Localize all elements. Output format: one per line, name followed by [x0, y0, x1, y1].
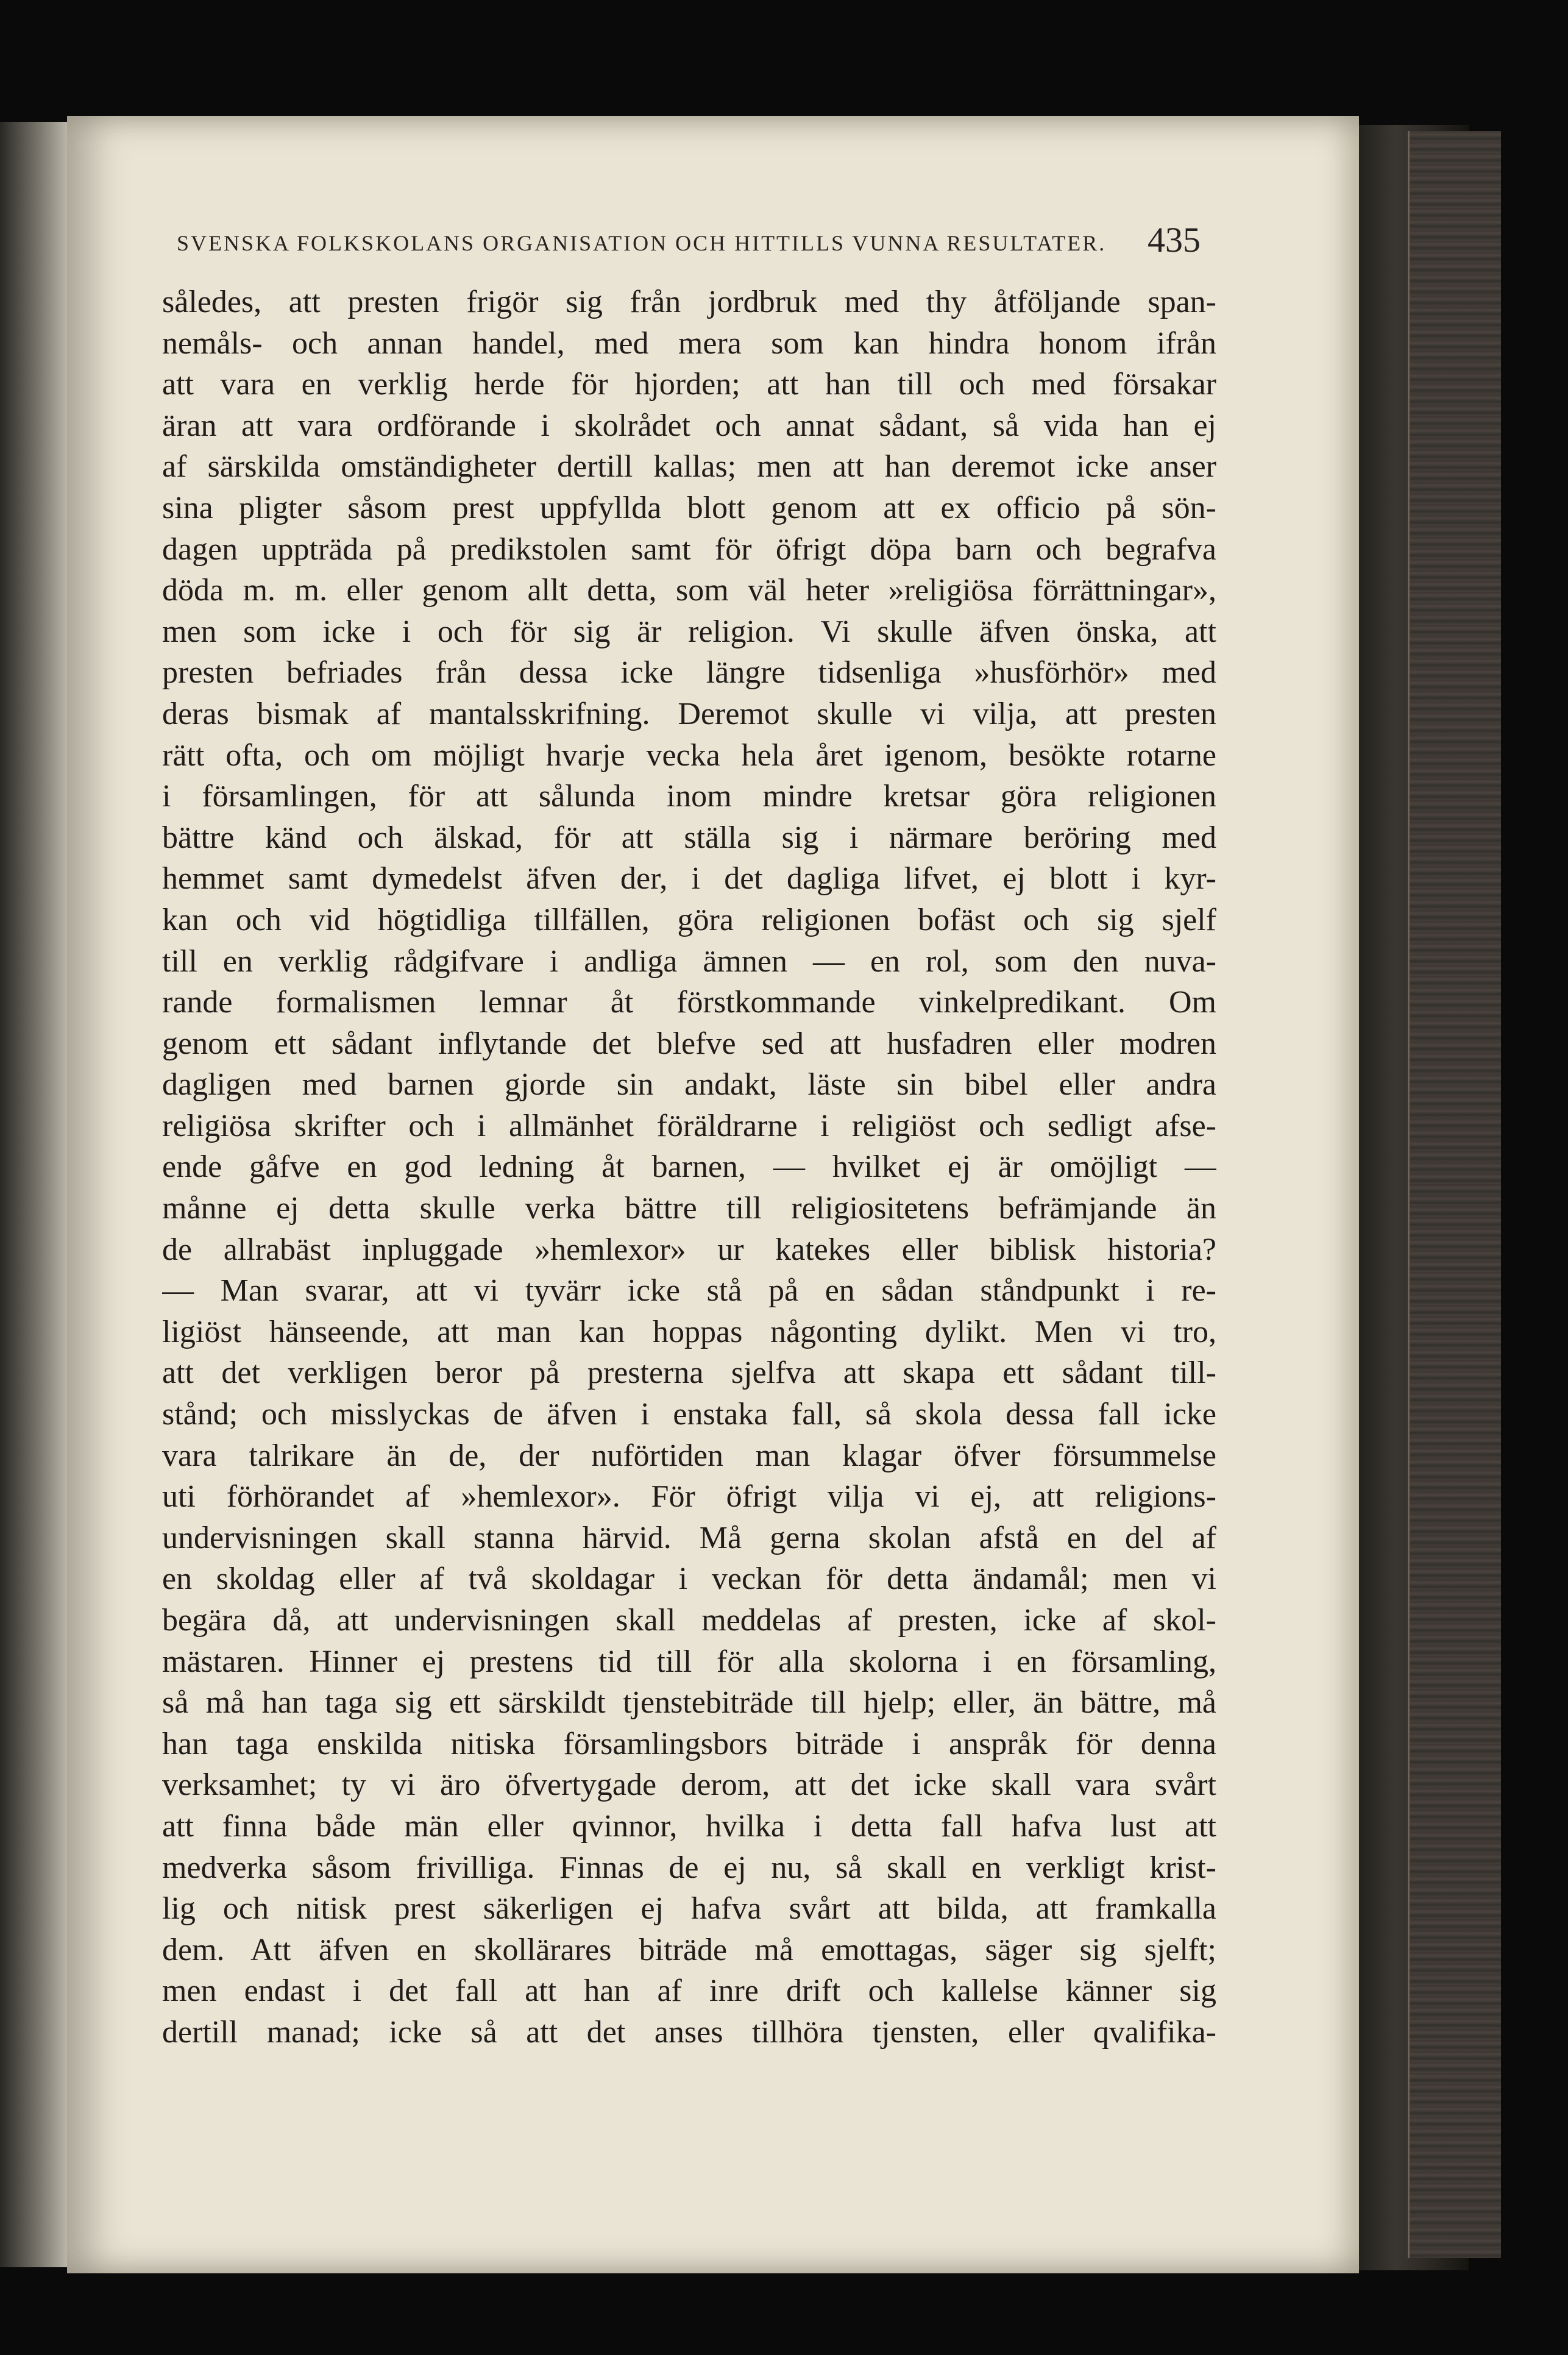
text-line: genom ett sådant inflytande det blefve sed att husfadren eller modren [162, 1026, 1216, 1061]
text-line: ligiöst hänseende, att man kan hoppas någonting dylikt. Men vi tro, [162, 1314, 1216, 1349]
text-line: hemmet samt dymedelst äfven der, i det dagliga lifvet, ej blott i kyr- [162, 861, 1216, 897]
text-line: men som icke i och för sig är religion. Vi skulle äfven önska, att [162, 614, 1216, 649]
body-text [162, 282, 1216, 2053]
text-line: ende gåfve en god ledning åt barnen, — hvilket ej är omöjligt — [162, 1149, 1216, 1185]
text-line: äran att vara ordförande i skolrådet och annat sådant, så vida han ej [162, 408, 1216, 443]
text-line: en skoldag eller af två skoldagar i veckan för detta ändamål; men vi [162, 1561, 1216, 1597]
text-line: att det verkligen beror på presterna sjelfva att skapa ett sådant till- [162, 1355, 1216, 1391]
text-line: — Man svarar, att vi tyvärr icke stå på en sådan ståndpunkt i re- [162, 1273, 1216, 1309]
text-line: sina pligter såsom prest uppfyllda blott genom att ex officio på sön- [162, 490, 1216, 525]
text-line: dem. Att äfven en skollärares biträde må emottagas, säger sig sjelft; [162, 1932, 1216, 1967]
text-line: religiösa skrifter och i allmänhet föräldrarne i religiöst och sedligt afse- [162, 1108, 1216, 1143]
page-number: 435 [1148, 220, 1201, 260]
text-line: dagen uppträda på predikstolen samt för öfrigt döpa barn och begrafva [162, 531, 1216, 567]
previous-page-edge [0, 122, 73, 2267]
text-line: rande formalismen lemnar åt förstkommande vinkelpredikant. Om [162, 985, 1216, 1020]
text-line: undervisningen skall stanna härvid. Må gerna skolan afstå en del af [162, 1520, 1216, 1555]
text-line: begära då, att undervisningen skall meddelas af presten, icke af skol- [162, 1603, 1216, 1638]
text-line: att finna både män eller qvinnor, hvilka i detta fall hafva lust att [162, 1808, 1216, 1844]
text-line: döda m. m. eller genom allt detta, som väl heter »religiösa förrättningar», [162, 573, 1216, 608]
text-line: månne ej detta skulle verka bättre till religiositetens befrämjande än [162, 1191, 1216, 1226]
text-line: verksamhet; ty vi äro öfvertygade derom, att det icke skall vara svårt [162, 1767, 1216, 1803]
text-line: vara talrikare än de, der nuförtiden man klagar öfver försummelse [162, 1438, 1216, 1473]
text-line: således, att presten frigör sig från jordbruk med thy åtföljande span- [162, 285, 1216, 319]
text-line: dertill manad; icke så att det anses tillhöra tjensten, eller qvalifika- [162, 2014, 1216, 2050]
book-cover-edge [1408, 131, 1501, 2258]
text-line: presten befriades från dessa icke längre tidsenliga »husförhör» med [162, 655, 1216, 691]
text-line: i församlingen, för att sålunda inom mindre kretsar göra religionen [162, 779, 1216, 814]
text-line: till en verklig rådgifvare i andliga ämnen — en rol, som den nuva- [162, 943, 1216, 979]
text-line: mästaren. Hinner ej prestens tid till för alla skolorna i en församling, [162, 1644, 1216, 1679]
text-line: medverka såsom frivilliga. Finnas de ej nu, så skall en verkligt krist- [162, 1850, 1216, 1885]
text-line: uti förhörandet af »hemlexor». För öfrigt vilja vi ej, att religions- [162, 1479, 1216, 1515]
text-line: kan och vid högtidliga tillfällen, göra religionen bofäst och sig sjelf [162, 902, 1216, 937]
text-line: att vara en verklig herde för hjorden; att han till och med försakar [162, 367, 1216, 402]
text-line: så må han taga sig ett särskildt tjenstebiträde till hjelp; eller, än bättre, må [162, 1685, 1216, 1721]
text-line: lig och nitisk prest säkerligen ej hafva svårt att bilda, att framkalla [162, 1891, 1216, 1927]
text-line: nemåls- och annan handel, med mera som kan hindra honom ifrån [162, 325, 1216, 361]
text-line: af särskilda omständigheter dertill kallas; men att han deremot icke anser [162, 449, 1216, 485]
text-line: bättre känd och älskad, för att ställa sig i närmare beröring med [162, 820, 1216, 855]
text-line: dagligen med barnen gjorde sin andakt, läste sin bibel eller andra [162, 1067, 1216, 1103]
text-line: men endast i det fall att han af inre drift och kallelse känner sig [162, 1973, 1216, 2009]
text-line: de allrabäst inpluggade »hemlexor» ur katekes eller biblisk historia? [162, 1232, 1216, 1267]
text-line: deras bismak af mantalsskrifning. Deremot skulle vi vilja, att presten [162, 696, 1216, 731]
text-line: han taga enskilda nitiska församlingsbors biträde i anspråk för denna [162, 1726, 1216, 1761]
page-header [177, 219, 1201, 274]
running-title: SVENSKA FOLKSKOLANS ORGANISATION OCH HITTILLS VUNNA RESULTATER. [177, 231, 1107, 255]
text-line: rätt ofta, och om möjligt hvarje vecka hela året igenom, besökte rotarne [162, 737, 1216, 773]
text-line: stånd; och misslyckas de äfven i enstaka fall, så skola dessa fall icke [162, 1397, 1216, 1432]
